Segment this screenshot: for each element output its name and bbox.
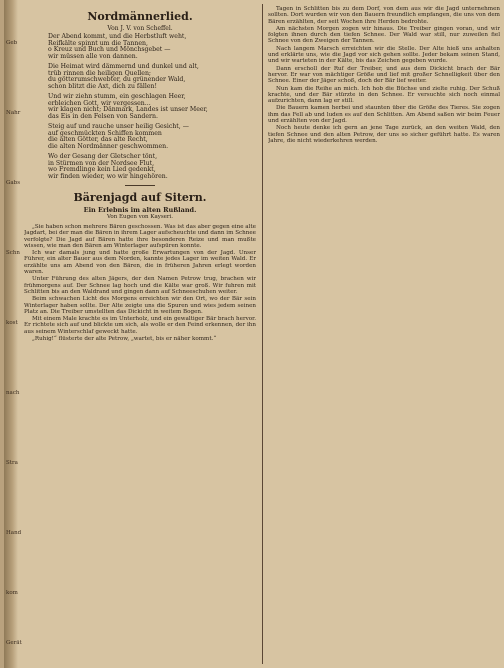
margin-fragment: Gerät bbox=[6, 640, 22, 646]
poem-stanzas bbox=[24, 34, 256, 180]
article-paragraph: Tagen in Schlitten bis zu dem Dorf, von dem aus wir die Jagd unternehmen sollten. Dort wurden wir von den Bauern freundlich empfangen, die uns von dem Bären erzählten, der seit Wochen ihre Herden bedrohte. bbox=[268, 6, 500, 25]
article-paragraph: Ich war damals jung und hatte große Erwartungen von der Jagd. Unser Führer, ein alter Bauer aus dem Norden, kannte jedes Lager im weiten Wald. Er erzählte uns am Abend von den Bären, die in früheren Jahren erlegt worden waren. bbox=[24, 250, 256, 276]
article-paragraph: Beim schwachen Licht des Morgens erreichten wir den Ort, wo der Bär sein Winterlager haben sollte. Der Alte zeigte uns die Spuren und wies jedem seinen Platz an. Die Treiber umstellten das Dickicht in weitem Bogen. bbox=[24, 296, 256, 315]
poem-byline: Von J. V. von Scheffel. bbox=[107, 25, 173, 32]
section-divider bbox=[125, 185, 155, 186]
article-title: Bärenjagd auf Sitern. bbox=[73, 191, 207, 204]
article-paragraph: Mit einem Male krachte es im Unterholz, und ein gewaltiger Bär brach hervor. Er richtete sich auf und blickte um sich, als wolle er den Feind erkennen, der ihn aus seinem Winterschlaf geweckt hatte. bbox=[24, 316, 256, 335]
article-paragraph: „Sie haben schon mehrere Bären geschossen. Was ist das aber gegen eine alte Jagdart, bei der man die Bären in ihrem Lager aufscheuchte und dann im Schnee verfolgte? Die Jagd auf Bären hatte ihre besonderen Reize und man mußte wissen, wie man den Bären am Winterlager aufspüren konnte. bbox=[24, 224, 256, 249]
poem-stanza: Die Heimat wird dämmernd und dunkel und alt, trüb rinnen die heiligen Quellen; du götterumschwebter, du grünender Wald, schon blitzt die Axt, dich zu fällen! bbox=[48, 63, 199, 90]
margin-fragment: Geb bbox=[6, 40, 18, 46]
article-paragraph: Nun kam die Reihe an mich. Ich hob die Büchse und zielte ruhig. Der Schuß krachte, und der Bär stürzte in den Schnee. Er versuchte sich noch einmal aufzurichten, dann lag er still. bbox=[268, 85, 500, 105]
margin-fragment: nach bbox=[6, 390, 20, 396]
poem-stanza: Der Abend kommt, und die Herbstluft weht, Reifkälte spinnt um die Tannen, o Kreuz und Buch und Mönchsgebet — wir müssen alle von dannen. bbox=[48, 33, 187, 60]
margin-fragment: Gabs bbox=[6, 180, 21, 186]
article-body-left bbox=[24, 224, 256, 554]
left-column bbox=[24, 6, 256, 554]
margin-fragment: kost bbox=[6, 320, 18, 326]
article-paragraph: Am nächsten Morgen zogen wir hinaus. Die Treiber gingen voran, und wir folgten ihnen durch den tiefen Schnee. Der Wald war still, nur zuweilen fiel Schnee von den Zweigen der Tannen. bbox=[268, 25, 500, 45]
newspaper-page bbox=[4, 0, 504, 668]
poem-title: Nordmännerlied. bbox=[87, 10, 193, 23]
column-rule bbox=[262, 4, 263, 664]
page-margin-edge bbox=[4, 0, 22, 668]
article-paragraph: Noch heute denke ich gern an jene Tage zurück, an den weiten Wald, den tiefen Schnee und den alten Petrow, der uns so sicher geführt hatte. Es waren Jahre, die nicht wiederkehren werden. bbox=[268, 125, 500, 144]
margin-fragment: kom bbox=[6, 590, 18, 596]
poem-stanza: Und wir ziehn stumm, ein geschlagen Heer, erbleichen Gott, wir vergessen... wir klagen nicht; Dänmark, Landes ist unser Meer, das Eis in den Felsen von Sandern. bbox=[48, 93, 208, 120]
margin-fragment: Hand bbox=[6, 530, 22, 536]
margin-fragment: Schn bbox=[6, 250, 20, 256]
article-paragraph: „Ruhig!“ flüsterte der alte Petrow, „wartet, bis er näher kommt.“ bbox=[32, 336, 217, 343]
margin-fragment: Stra bbox=[6, 460, 18, 466]
article-paragraph: Nach langem Marsch erreichten wir die Stelle. Der Alte hieß uns anhalten und erklärte uns, wie die Jagd vor sich gehen sollte. Jeder bekam seinen Stand, und wir warteten in der Kälte, bis das Zeichen gegeben wurde. bbox=[268, 45, 500, 65]
article-author: Von Eugen von Kayseri. bbox=[106, 214, 174, 220]
article-paragraph: Unter Führung des alten Jägers, der den Namen Petrow trug, brachen wir frühmorgens auf. Der Schnee lag hoch und die Kälte war groß. Wir fuhren mit Schlitten bis an den Waldrand und gingen dann auf Schneeschuhen weiter. bbox=[24, 276, 256, 295]
margin-fragment: Nahr bbox=[6, 110, 21, 116]
poem-stanza: Steig auf und rauche unser heilig Gesicht, — auf geschmückten Schiffen kommen die alten Götter, das alte Recht, die alten Nordmänner geschwommen. bbox=[48, 123, 189, 150]
article-paragraph: Dann erscholl der Ruf der Treiber, und aus dem Dickicht brach der Bär hervor. Er war von mächtiger Größe und lief mit großer Schnelligkeit über den Schnee. Einer der Jäger schoß, doch der Bär lief weiter. bbox=[268, 65, 500, 85]
article-body-right bbox=[268, 6, 500, 661]
article-paragraph: Die Bauern kamen herbei und staunten über die Größe des Tieres. Sie zogen ihm das Fell ab und luden es auf den Schlitten. Am Abend saßen wir beim Feuer und erzählten von der Jagd. bbox=[268, 105, 500, 125]
right-column bbox=[268, 6, 500, 661]
article-subtitle: Ein Erlebnis im alten Rußland. bbox=[83, 206, 197, 214]
poem-stanza: Wo der Gesang der Gletscher tönt, in Stürmen von der Nordsee Flut, wo Fremdlinge kein Lied gedenkt, wir finden wieder, wo wir hingehören. bbox=[48, 153, 168, 180]
